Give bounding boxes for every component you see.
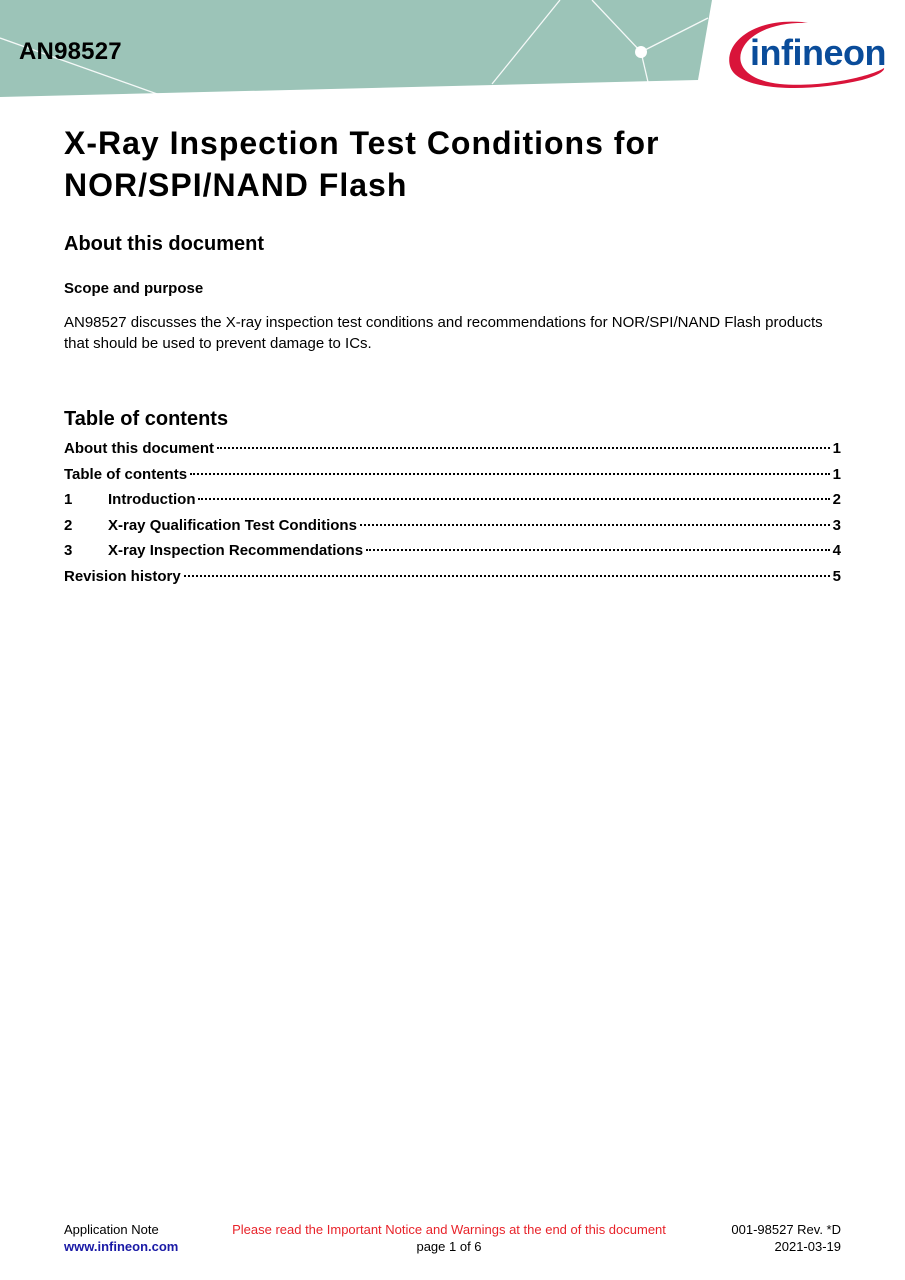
- toc-entry-qualification[interactable]: [64, 517, 841, 543]
- footer-right: [731, 1221, 841, 1255]
- toc-entry-page: 3: [832, 516, 841, 534]
- footer-website-link[interactable]: www.infineon.com: [64, 1239, 179, 1254]
- toc-entry-title: X-ray Inspection Recommendations: [108, 542, 364, 560]
- toc-entry-title: Introduction: [108, 491, 196, 509]
- about-heading: About this document: [64, 233, 264, 255]
- toc-entry-title: Table of contents: [64, 465, 188, 483]
- toc-entry-title: Revision history: [64, 567, 181, 585]
- toc-entry-introduction[interactable]: [64, 491, 841, 517]
- toc-entry-revision-history[interactable]: [64, 568, 841, 594]
- footer-left: [64, 1221, 178, 1255]
- toc-entry-number: 2: [64, 516, 73, 534]
- toc-entry-page: 4: [832, 542, 841, 560]
- title-line-2: NOR/SPI/NAND Flash: [64, 167, 408, 203]
- toc-dot-leader: [198, 498, 829, 500]
- title-line-1: X-Ray Inspection Test Conditions for: [64, 125, 660, 161]
- toc-entry-page: 2: [832, 491, 841, 509]
- toc-dot-leader: [190, 473, 830, 475]
- footer-revision: 001-98527 Rev. *D: [731, 1222, 841, 1237]
- scope-text: AN98527 discusses the X-ray inspection test conditions and recommendations for NOR/SPI/NAND Flash products that should be used to prevent damage to ICs.: [64, 314, 823, 352]
- page-title: [64, 122, 864, 206]
- toc-heading: Table of contents: [64, 408, 229, 430]
- toc-dot-leader: [366, 549, 830, 551]
- toc-entry-number: 3: [64, 542, 73, 560]
- toc-entry-title: About this document: [64, 440, 214, 457]
- footer-date: 2021-03-19: [774, 1239, 841, 1254]
- infineon-logo: [722, 14, 892, 94]
- document-number: AN98527: [19, 38, 122, 65]
- logo-wordmark: infineon: [750, 32, 886, 73]
- toc-entry-page: 5: [832, 567, 841, 585]
- toc-dot-leader: [184, 575, 830, 577]
- toc-entry-page: 1: [832, 465, 841, 483]
- page-footer: [64, 1221, 841, 1261]
- table-of-contents: [64, 440, 841, 594]
- toc-entry-toc[interactable]: [64, 466, 841, 492]
- toc-dot-leader: [360, 524, 830, 526]
- toc-entry-page: 1: [832, 440, 841, 457]
- toc-dot-leader: [217, 447, 830, 449]
- toc-entry-recommendations[interactable]: [64, 542, 841, 568]
- footer-page-info: page 1 of 6: [416, 1239, 482, 1254]
- footer-center: [224, 1221, 674, 1255]
- toc-entry-about[interactable]: [64, 440, 841, 466]
- scope-heading: Scope and purpose: [64, 280, 204, 297]
- footer-doc-type: Application Note: [64, 1222, 159, 1237]
- footer-notice: Please read the Important Notice and Warnings at the end of this document: [232, 1222, 666, 1237]
- toc-entry-title: X-ray Qualification Test Conditions: [108, 516, 357, 534]
- toc-entry-number: 1: [64, 491, 73, 509]
